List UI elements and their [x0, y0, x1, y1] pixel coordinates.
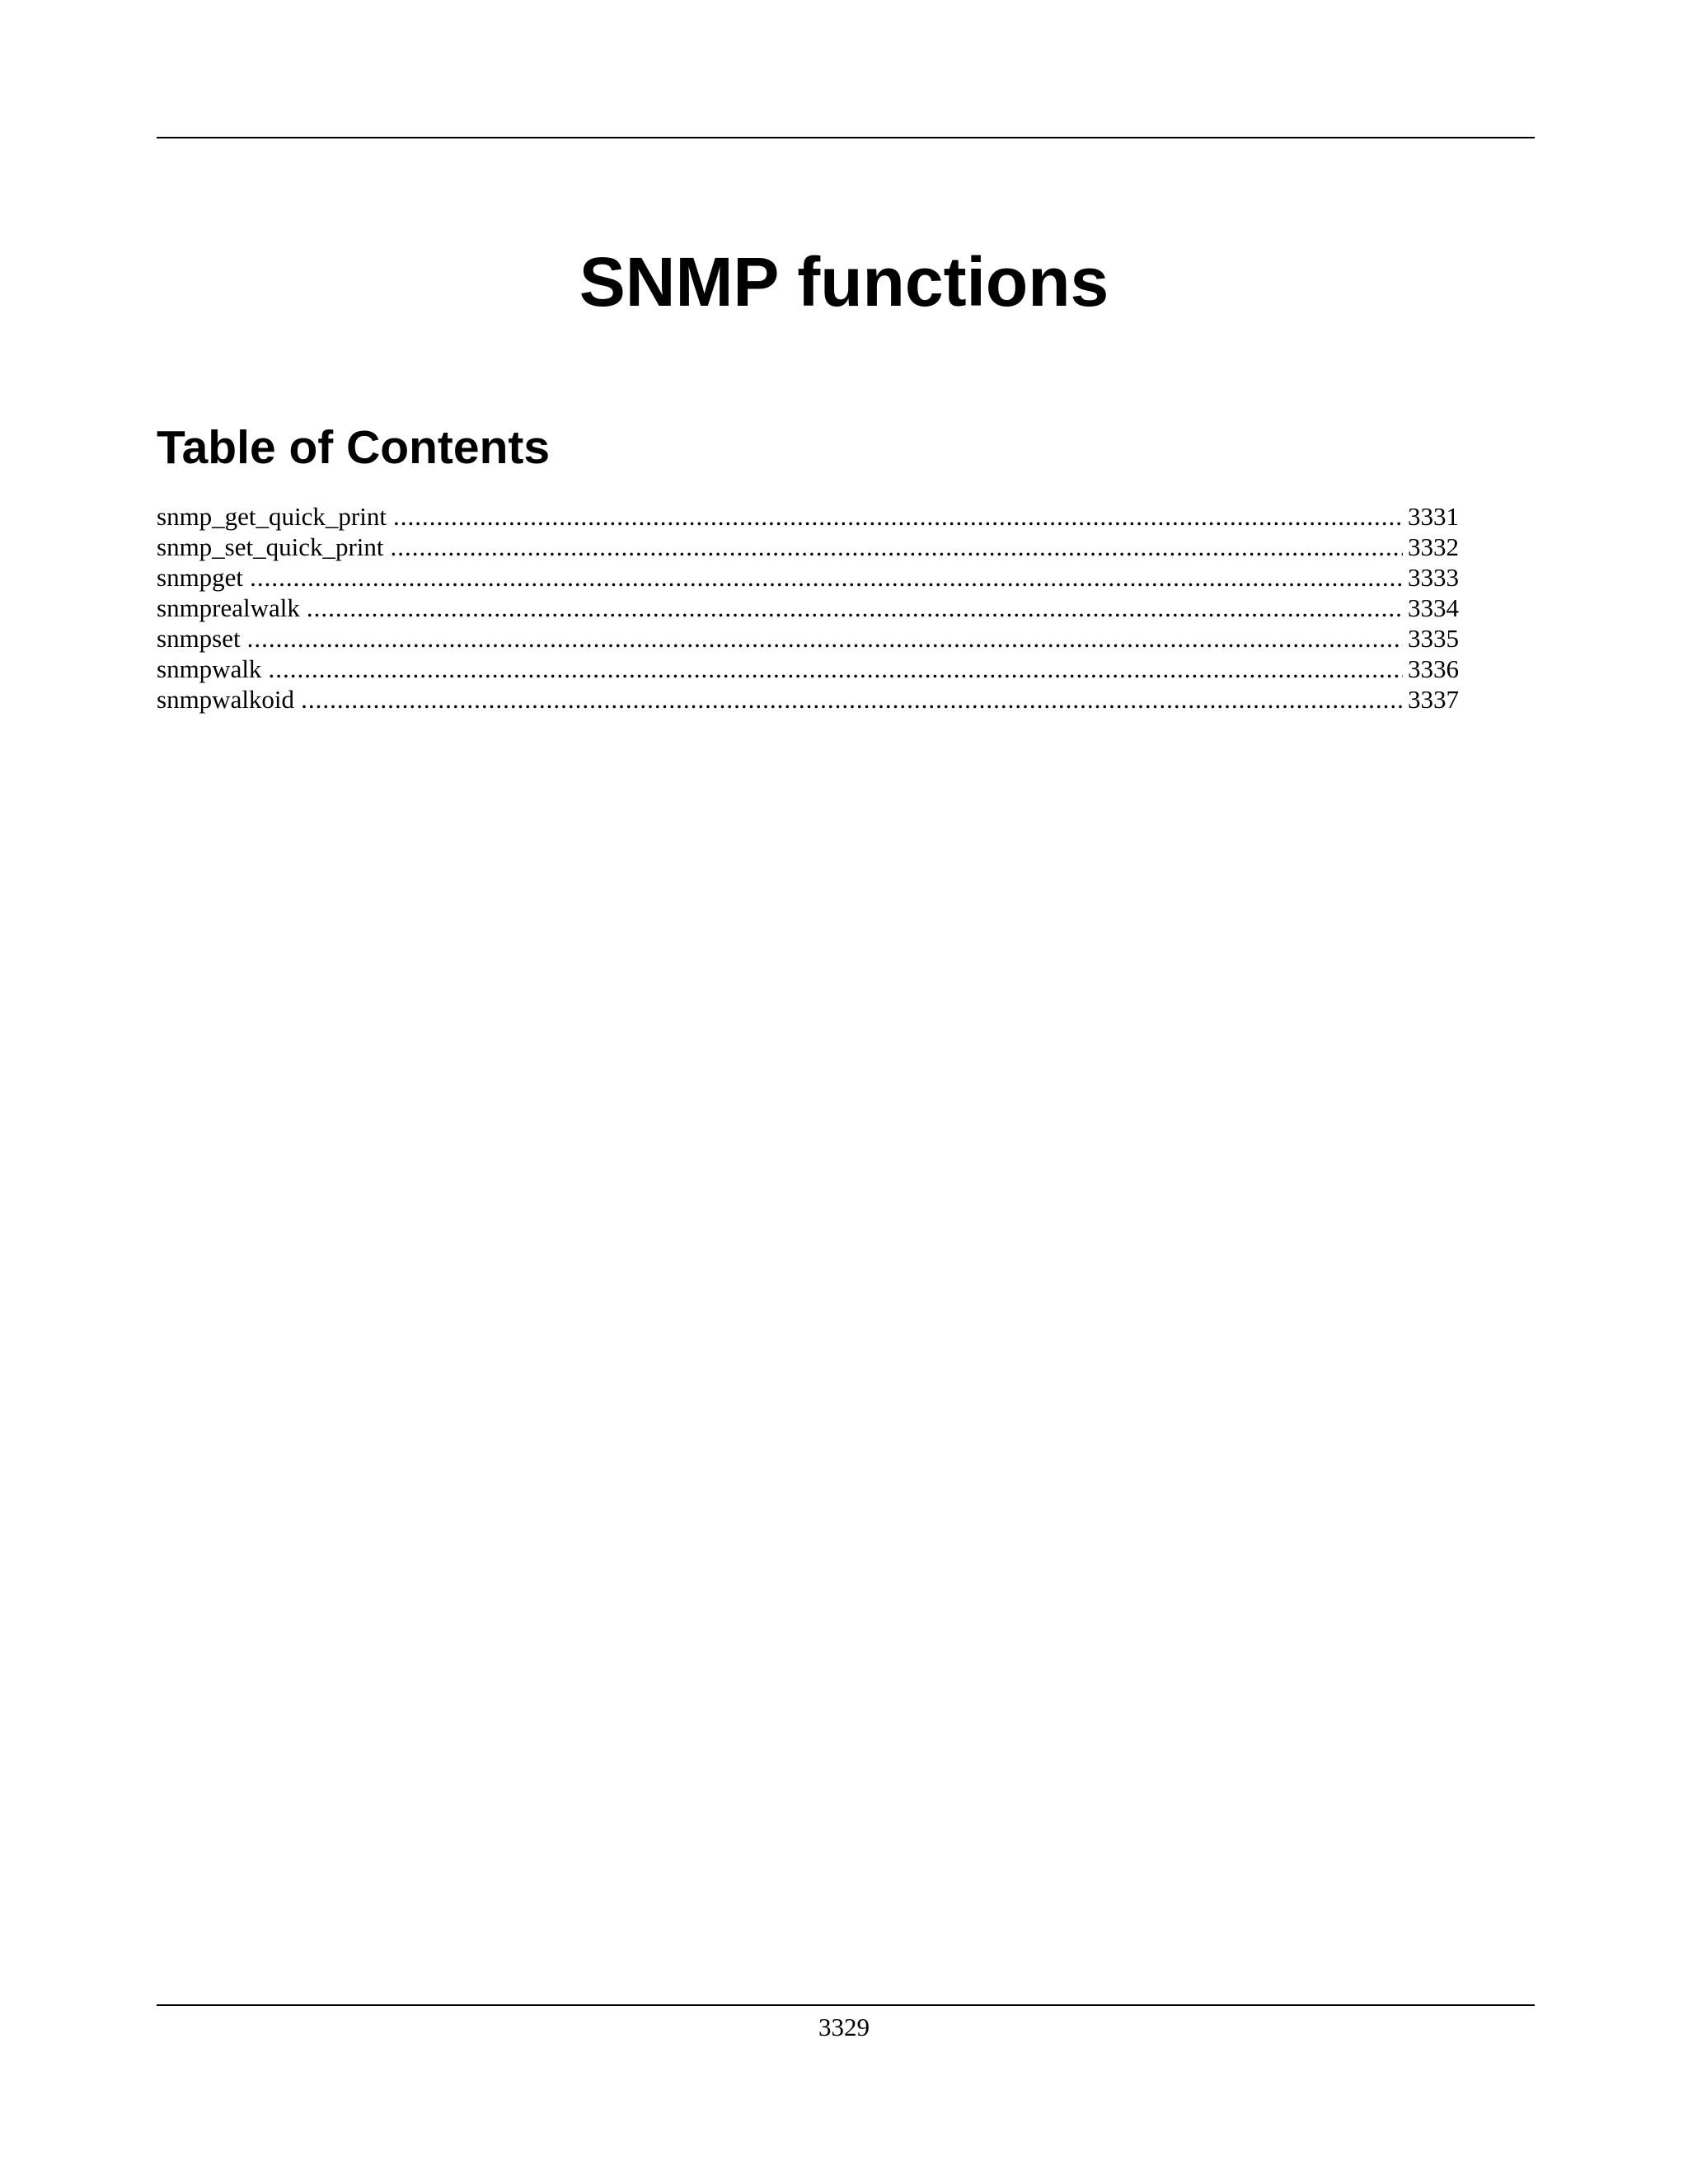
toc-entry-name[interactable]: snmpwalkoid	[157, 685, 295, 714]
toc-leader-dots	[247, 623, 1403, 654]
toc-list	[157, 501, 1459, 715]
toc-entry-page[interactable]: 3331	[1408, 502, 1459, 531]
toc-leader-dots	[250, 562, 1403, 593]
toc-entry-page[interactable]: 3332	[1408, 532, 1459, 561]
toc-leader-dots	[307, 593, 1403, 623]
toc-entry-name[interactable]: snmp_set_quick_print	[157, 532, 384, 561]
toc-leader-dots	[391, 532, 1403, 562]
toc-entry-page[interactable]: 3333	[1408, 563, 1459, 592]
toc-entry-page[interactable]: 3334	[1408, 593, 1459, 622]
toc-entry[interactable]	[157, 562, 1459, 593]
header-rule	[157, 137, 1535, 138]
toc-entry[interactable]	[157, 654, 1459, 684]
toc-entry-name[interactable]: snmp_get_quick_print	[157, 502, 387, 531]
footer-rule	[157, 2004, 1535, 2006]
toc-entry-page[interactable]: 3335	[1408, 624, 1459, 653]
toc-entry-name[interactable]: snmpget	[157, 563, 244, 592]
toc-leader-dots	[268, 654, 1403, 684]
toc-entry-name[interactable]: snmpset	[157, 624, 241, 653]
toc-entry[interactable]	[157, 593, 1459, 623]
toc-entry-name[interactable]: snmpwalk	[157, 654, 262, 683]
toc-leader-dots	[301, 684, 1403, 715]
toc-entry-page[interactable]: 3337	[1408, 685, 1459, 714]
toc-entry[interactable]	[157, 532, 1459, 562]
toc-entry[interactable]	[157, 623, 1459, 654]
toc-entry[interactable]	[157, 501, 1459, 532]
toc-entry-name[interactable]: snmprealwalk	[157, 593, 300, 622]
toc-entry-page[interactable]: 3336	[1408, 654, 1459, 683]
toc-entry[interactable]	[157, 684, 1459, 715]
chapter-title: SNMP functions	[579, 243, 1109, 321]
page-number: 3329	[818, 2013, 870, 2041]
toc-leader-dots	[393, 501, 1403, 532]
toc-heading: Table of Contents	[157, 421, 551, 474]
